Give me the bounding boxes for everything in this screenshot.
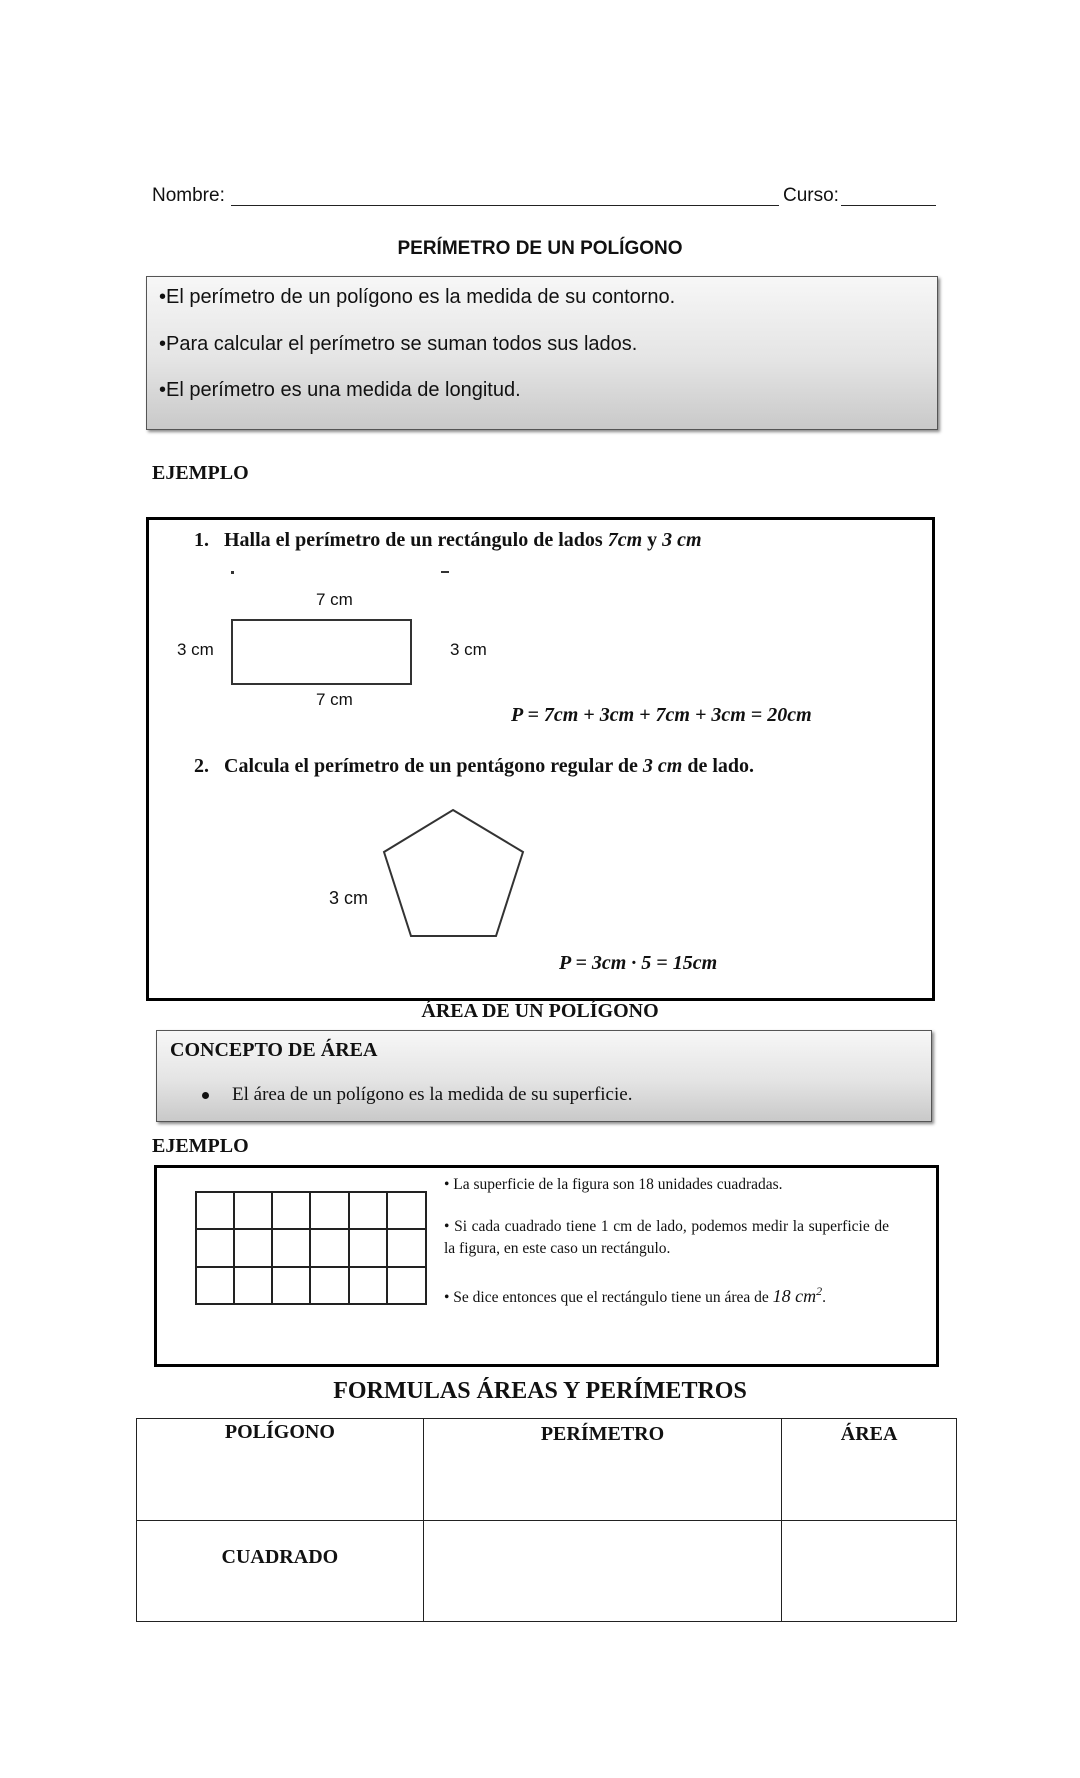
example1-side-b: 3 cm — [662, 529, 702, 551]
area-title: ÁREA DE UN POLÍGONO — [421, 1000, 659, 1022]
area-end: . — [822, 1289, 827, 1306]
pentagon-figure — [379, 805, 529, 950]
curso-label: Curso: — [783, 185, 839, 206]
header-perimetro: PERÍMETRO — [423, 1419, 781, 1521]
perimeter-title: PERÍMETRO DE UN POLÍGONO — [397, 238, 683, 259]
perimeter-bullet-2: •Para calcular el perímetro se suman todos sus lados. — [159, 333, 638, 355]
example2-text-a: Calcula el perímetro de un pentágono regular de — [224, 755, 643, 777]
header-poligono: POLÍGONO — [137, 1419, 424, 1521]
stray-dash — [441, 571, 449, 573]
curso-input-line[interactable] — [841, 205, 936, 206]
area-bullet-1: • La superficie de la figura son 18 unidades cuadradas. — [444, 1176, 783, 1193]
example2-statement — [194, 755, 754, 778]
area-bullet-2: • Si cada cuadrado tiene 1 cm de lado, podemos medir la superficie de la figura, en este caso un rectángulo. — [444, 1218, 889, 1257]
formulas-title: FORMULAS ÁREAS Y PERÍMETROS — [333, 1378, 747, 1404]
perimeter-bullet-3: •El perímetro es una medida de longitud. — [159, 379, 521, 401]
cell-perimeter[interactable] — [423, 1521, 781, 1622]
area-value: 18 $cm^2$ — [772, 1284, 823, 1306]
perimeter-bullet-1: •El perímetro de un polígono es la medida de su contorno. — [159, 286, 676, 308]
cell-area[interactable] — [782, 1521, 957, 1622]
area-example-box — [154, 1165, 939, 1367]
rect-label-left: 3 cm — [177, 640, 214, 659]
perimeter-definition-box — [146, 276, 938, 430]
ejemplo-label-1: EJEMPLO — [152, 462, 249, 484]
stray-dot — [231, 571, 234, 574]
rectangle-figure — [231, 619, 412, 685]
example2-side: 3 cm — [642, 755, 683, 777]
ejemplo-label-2: EJEMPLO — [152, 1135, 249, 1157]
area-concept-bullet: El área de un polígono es la medida de su superficie. — [232, 1084, 633, 1105]
area-concept-box — [156, 1030, 932, 1122]
area-bullet-3 — [444, 1279, 889, 1310]
example2-formula: P = 3cm · 5 = 15cm — [559, 952, 718, 974]
header-area: ÁREA — [782, 1419, 957, 1521]
pentagon-label-side: 3 cm — [329, 888, 369, 908]
example2-number: 2. — [194, 755, 209, 777]
rect-label-top: 7 cm — [316, 590, 353, 609]
area-concept-title: CONCEPTO DE ÁREA — [170, 1039, 378, 1061]
example1-text: Halla el perímetro de un rectángulo de lados — [224, 529, 608, 551]
area-bullet-3-text: • Se dice entonces que el rectángulo tiene un área de — [444, 1289, 773, 1306]
formulas-table — [136, 1418, 957, 1622]
rect-label-right: 3 cm — [450, 640, 487, 659]
rect-label-bottom: 7 cm — [316, 690, 353, 709]
table-row — [137, 1521, 957, 1622]
grid-figure — [195, 1191, 427, 1305]
nombre-label: Nombre: — [152, 185, 225, 206]
nombre-input-line[interactable] — [231, 205, 779, 206]
example1-number: 1. — [194, 529, 209, 551]
cell-polygon-name: CUADRADO — [137, 1521, 424, 1622]
table-header-row — [137, 1419, 957, 1521]
example1-and: y — [642, 529, 663, 551]
example1-side-a: 7cm — [607, 529, 643, 551]
perimeter-example-box — [146, 517, 935, 1001]
example2-text-b: de lado. — [682, 755, 755, 777]
area-concept-bullet-dot — [202, 1092, 209, 1099]
example1-statement — [194, 529, 702, 552]
example1-formula: P = 7cm + 3cm + 7cm + 3cm = 20cm — [511, 704, 812, 726]
